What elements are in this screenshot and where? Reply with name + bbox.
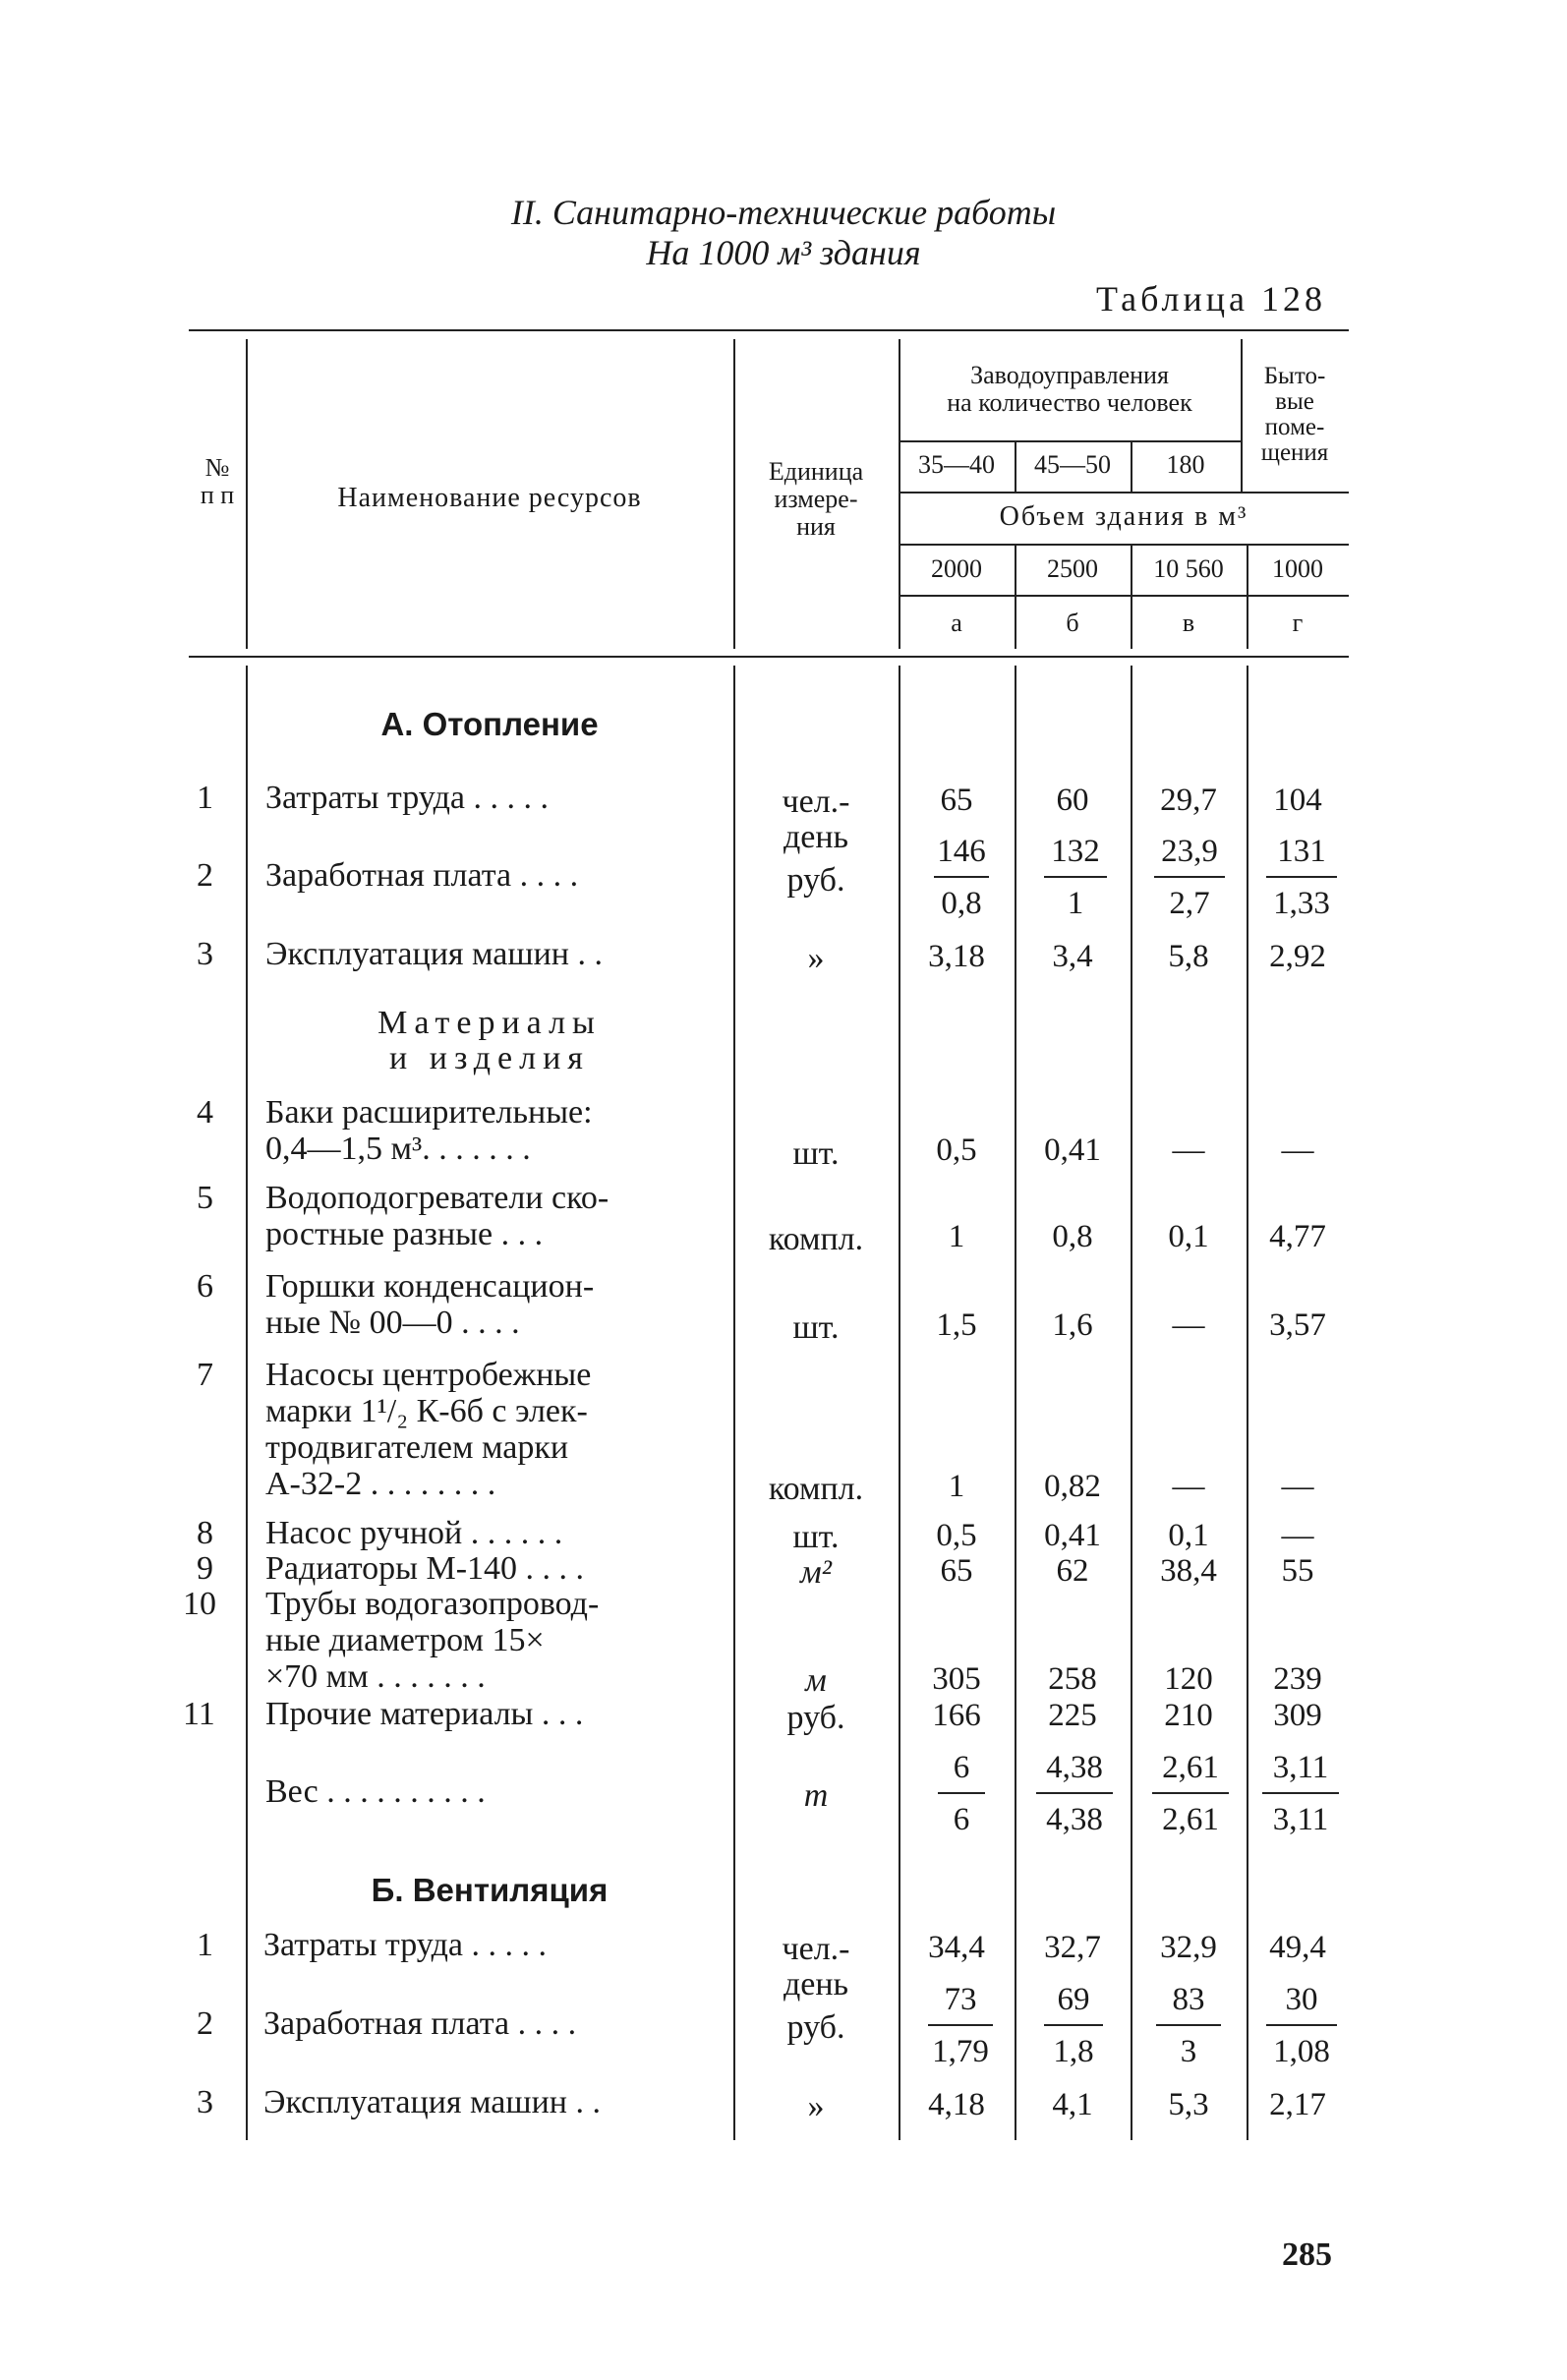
value-a: 34,4 bbox=[928, 1930, 985, 1965]
value-fraction-a: 146 0,8 bbox=[934, 834, 989, 922]
row-name-cont: ×70 мм . . . . . . . bbox=[265, 1658, 486, 1695]
value-c: 0,1 bbox=[1168, 1219, 1209, 1254]
value-fraction-g: 30 1,08 bbox=[1266, 1982, 1337, 2070]
section-heading: II. Санитарно-технические работы bbox=[510, 193, 1057, 232]
row-unit-cont: день bbox=[783, 1966, 849, 2003]
value-a: 0,5 bbox=[936, 1518, 977, 1553]
value-g: 55 bbox=[1281, 1553, 1314, 1589]
section-title: Б. Вентиляция bbox=[371, 1872, 609, 1908]
row-name: Заработная плата . . . . bbox=[263, 2005, 577, 2042]
value-g: — bbox=[1281, 1518, 1314, 1553]
value-fraction-g: 131 1,33 bbox=[1266, 834, 1337, 922]
row-unit: руб. bbox=[786, 1700, 845, 1736]
volume-label: Объем здания в м³ bbox=[999, 501, 1248, 532]
body-divider-col-c bbox=[1247, 666, 1248, 2140]
header-bottom-rule bbox=[189, 656, 1349, 658]
value-a: 0,5 bbox=[936, 1132, 977, 1168]
people-rule bbox=[899, 440, 1241, 442]
vol-a: 2000 bbox=[931, 554, 982, 583]
row-number: 1 bbox=[197, 1927, 213, 1963]
value-fraction-c: 2,61 2,61 bbox=[1152, 1750, 1229, 1838]
value-b: 258 bbox=[1048, 1661, 1097, 1697]
row-name: Трубы водогазопровод- bbox=[265, 1586, 600, 1622]
body-divider-col-b bbox=[1131, 666, 1132, 2140]
row-unit: » bbox=[807, 2088, 825, 2124]
row-unit: шт. bbox=[792, 1519, 840, 1555]
value-g: 239 bbox=[1273, 1661, 1322, 1697]
row-number: 2 bbox=[197, 857, 213, 894]
row-unit: чел.- bbox=[782, 784, 850, 820]
value-a: 1 bbox=[948, 1219, 965, 1254]
value-b: 0,82 bbox=[1044, 1469, 1101, 1504]
value-c: 29,7 bbox=[1160, 783, 1217, 818]
col-letter-c: в bbox=[1182, 609, 1195, 637]
value-g: 49,4 bbox=[1269, 1930, 1326, 1965]
vol-c: 10 560 bbox=[1153, 554, 1224, 583]
value-b: 0,41 bbox=[1044, 1132, 1101, 1168]
value-b: 4,1 bbox=[1052, 2087, 1093, 2122]
people-b: 45—50 bbox=[1034, 450, 1111, 479]
value-c: 32,9 bbox=[1160, 1930, 1217, 1965]
row-name-cont: ные № 00—0 . . . . bbox=[265, 1305, 520, 1341]
value-a: 305 bbox=[932, 1661, 981, 1697]
row-name: Затраты труда . . . . . bbox=[265, 780, 550, 816]
row-number: 8 bbox=[197, 1515, 213, 1551]
body-divider-unit bbox=[899, 666, 900, 2140]
value-fraction-b: 69 1,8 bbox=[1044, 1982, 1103, 2070]
value-g: — bbox=[1281, 1469, 1314, 1504]
col-letter-g: г bbox=[1292, 609, 1304, 637]
name-col-header: Наименование ресурсов bbox=[337, 483, 642, 513]
row-number: 9 bbox=[197, 1550, 213, 1587]
row-name-cont: ные диаметром 15× bbox=[265, 1622, 545, 1658]
row-unit: компл. bbox=[768, 1471, 864, 1507]
value-b: 3,4 bbox=[1052, 939, 1093, 974]
row-unit: руб. bbox=[786, 2009, 845, 2046]
row-unit: » bbox=[807, 940, 825, 976]
num-col-header: № п п bbox=[200, 453, 235, 509]
value-g: — bbox=[1281, 1132, 1314, 1168]
row-number: 5 bbox=[197, 1180, 213, 1216]
value-g: 3,57 bbox=[1269, 1307, 1326, 1343]
page-number: 285 bbox=[1282, 2236, 1332, 2273]
value-g: 309 bbox=[1273, 1698, 1322, 1733]
value-g: 4,77 bbox=[1269, 1219, 1326, 1254]
table-top-rule bbox=[189, 329, 1349, 331]
value-c: 5,8 bbox=[1168, 939, 1209, 974]
row-name: Прочие материалы . . . bbox=[265, 1696, 584, 1732]
row-name-cont: А-32-2 . . . . . . . . bbox=[265, 1466, 496, 1502]
people-c: 180 bbox=[1166, 450, 1205, 479]
row-unit: м² bbox=[800, 1554, 832, 1591]
row-unit: компл. bbox=[768, 1221, 864, 1257]
row-name: Радиаторы М-140 . . . . bbox=[265, 1550, 585, 1587]
row-name-cont: ростные разные . . . bbox=[265, 1216, 544, 1252]
value-fraction-c: 23,9 2,7 bbox=[1154, 834, 1225, 922]
row-name: Вес . . . . . . . . . . bbox=[265, 1773, 486, 1810]
row-name: Эксплуатация машин . . bbox=[263, 2084, 601, 2120]
people-a: 35—40 bbox=[918, 450, 995, 479]
value-b: 0,41 bbox=[1044, 1518, 1101, 1553]
row-unit: шт. bbox=[792, 1309, 840, 1346]
value-c: 38,4 bbox=[1160, 1553, 1217, 1589]
units-subheading: На 1000 м³ здания bbox=[646, 233, 921, 272]
row-unit-cont: день bbox=[783, 819, 849, 855]
row-unit: шт. bbox=[792, 1135, 840, 1172]
value-a: 1,5 bbox=[936, 1307, 977, 1343]
table-label: Таблица 128 bbox=[1096, 279, 1326, 319]
vol-g: 1000 bbox=[1272, 554, 1323, 583]
row-name-cont: марки 1¹/₂ К-6б с элек- bbox=[265, 1393, 588, 1429]
value-fraction-b: 132 1 bbox=[1044, 834, 1107, 922]
row-number: 2 bbox=[197, 2005, 213, 2042]
value-a: 65 bbox=[940, 783, 973, 818]
value-fraction-b: 4,38 4,38 bbox=[1036, 1750, 1113, 1838]
value-a: 166 bbox=[932, 1698, 981, 1733]
row-number: 10 bbox=[183, 1586, 216, 1622]
volume-label-rule bbox=[899, 544, 1349, 546]
row-name: Насосы центробежные bbox=[265, 1357, 592, 1393]
vol-b: 2500 bbox=[1047, 554, 1098, 583]
value-a: 65 bbox=[940, 1553, 973, 1589]
value-a: 4,18 bbox=[928, 2087, 985, 2122]
value-b: 60 bbox=[1056, 783, 1089, 818]
zavod-header: Заводоуправления на количество человек bbox=[947, 361, 1192, 417]
value-b: 225 bbox=[1048, 1698, 1097, 1733]
row-number: 1 bbox=[197, 780, 213, 816]
row-name: Баки расширительные: bbox=[265, 1094, 593, 1131]
value-c: 120 bbox=[1164, 1661, 1213, 1697]
row-number: 3 bbox=[197, 2084, 213, 2120]
col-letter-a: а bbox=[951, 609, 962, 637]
value-g: 2,92 bbox=[1269, 939, 1326, 974]
col-letter-b: б bbox=[1066, 609, 1079, 637]
row-unit: т bbox=[803, 1777, 829, 1814]
value-c: — bbox=[1172, 1307, 1205, 1343]
subsection-title-cont: и изделия bbox=[389, 1040, 590, 1076]
body-divider-col-a bbox=[1015, 666, 1016, 2140]
row-number: 3 bbox=[197, 936, 213, 972]
value-fraction-a: 73 1,79 bbox=[928, 1982, 993, 2070]
row-name: Заработная плата . . . . bbox=[265, 857, 579, 894]
row-unit: руб. bbox=[786, 862, 845, 899]
unit-col-header: Единица измере- ния bbox=[768, 457, 864, 541]
value-c: 0,1 bbox=[1168, 1518, 1209, 1553]
subsection-title: Материалы bbox=[377, 1005, 602, 1041]
row-name: Водоподогреватели ско- bbox=[265, 1180, 609, 1216]
value-c: 5,3 bbox=[1168, 2087, 1209, 2122]
row-number: 4 bbox=[197, 1094, 213, 1131]
row-number: 6 bbox=[197, 1268, 213, 1305]
value-fraction-a: 6 6 bbox=[938, 1750, 985, 1838]
row-name: Насос ручной . . . . . . bbox=[265, 1515, 563, 1551]
row-number: 7 bbox=[197, 1357, 213, 1393]
row-name: Затраты труда . . . . . bbox=[263, 1927, 548, 1963]
row-name-cont: 0,4—1,5 м³. . . . . . . bbox=[265, 1131, 531, 1167]
volume-values-rule bbox=[899, 595, 1349, 597]
value-a: 1 bbox=[948, 1469, 965, 1504]
value-c: 210 bbox=[1164, 1698, 1213, 1733]
value-a: 3,18 bbox=[928, 939, 985, 974]
value-b: 32,7 bbox=[1044, 1930, 1101, 1965]
row-number: 11 bbox=[183, 1696, 215, 1732]
value-g: 104 bbox=[1273, 783, 1322, 818]
value-c: — bbox=[1172, 1132, 1205, 1168]
value-b: 0,8 bbox=[1052, 1219, 1093, 1254]
value-c: — bbox=[1172, 1469, 1205, 1504]
row-unit: м bbox=[805, 1662, 827, 1699]
section-title: А. Отопление bbox=[380, 706, 599, 742]
body-divider-num bbox=[246, 666, 248, 2140]
row-name-cont: тродвигателем марки bbox=[265, 1429, 569, 1466]
value-b: 62 bbox=[1056, 1553, 1089, 1589]
value-fraction-c: 83 3 bbox=[1156, 1982, 1221, 2070]
value-b: 1,6 bbox=[1052, 1307, 1093, 1343]
value-fraction-g: 3,11 3,11 bbox=[1262, 1750, 1339, 1838]
byt-header: Быто- вые поме- щения bbox=[1260, 363, 1329, 466]
value-g: 2,17 bbox=[1269, 2087, 1326, 2122]
row-name: Горшки конденсацион- bbox=[265, 1268, 595, 1305]
people-values-rule bbox=[899, 492, 1349, 493]
row-unit: чел.- bbox=[782, 1931, 850, 1967]
row-name: Эксплуатация машин . . bbox=[265, 936, 603, 972]
